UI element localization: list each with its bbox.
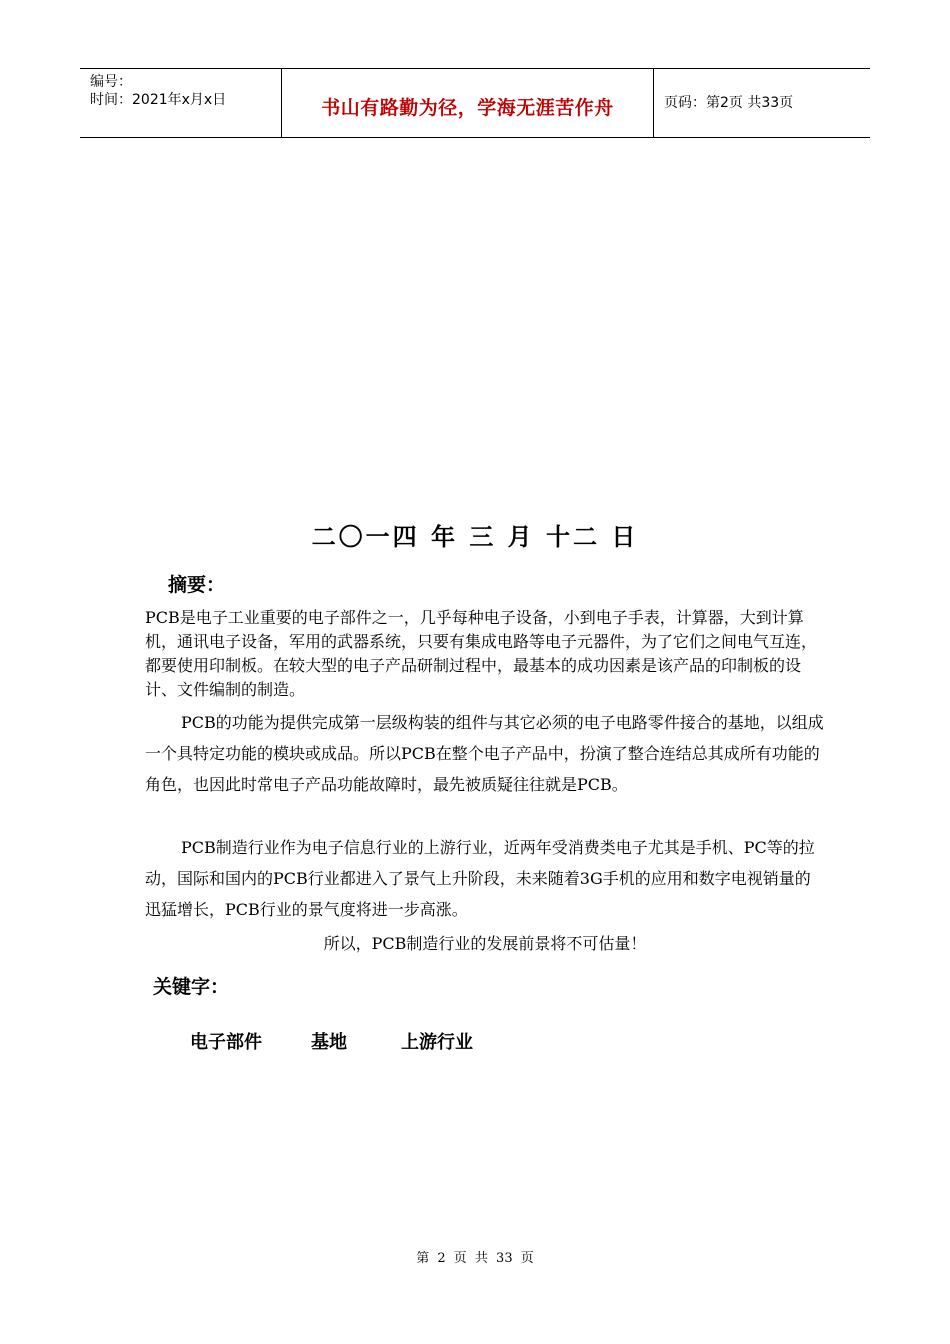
document-date: 二〇一四 年 三 月 十二 日	[311, 523, 639, 551]
keyword-item: 基地	[311, 1032, 347, 1053]
header-page-cell	[654, 69, 870, 137]
abstract-paragraph-2: PCB的功能为提供完成第一层级构装的组件与其它必须的电子电路零件接合的基地，以组成一个具特定功能的模块或成品。所以PCB在整个电子产品中，扮演了整合连结总其成所有功能的角色，也因此时常电子产品功能故障时，最先被质疑往往就是PCB。	[145, 713, 824, 794]
time-label: 时间：2021年x月x日	[90, 92, 227, 108]
motto-text: 书山有路勤为径，学海无涯苦作舟	[321, 97, 614, 119]
keywords-heading: 关键字：	[153, 976, 230, 998]
keyword-item: 上游行业	[401, 1032, 473, 1053]
header-motto-cell	[282, 69, 654, 137]
abstract-paragraph-3: PCB制造行业作为电子信息行业的上游行业，近两年受消费类电子尤其是手机、PC等的拉动，国际和国内的PCB行业都进入了景气上升阶段，未来随着3G手机的应用和数字电视销量的迅猛增长，PCB行业的景气度将进一步高涨。	[145, 838, 815, 919]
abstract-paragraph-1: PCB是电子工业重要的电子部件之一，几乎每种电子设备，小到电子手表，计算器，大到计算机，通讯电子设备，军用的武器系统，只要有集成电路等电子元器件，为了它们之间电气互连，都要使用印制板。在较大型的电子产品研制过程中，最基本的成功因素是该产品的印制板的设计、文件编制的制造。	[145, 608, 818, 699]
page-footer: 第 2 页 共 33 页	[416, 1251, 534, 1266]
header-meta-cell	[80, 69, 282, 137]
abstract-paragraph-4: 所以，PCB制造行业的发展前景将不可估量！	[323, 934, 647, 953]
page-info: 页码：第2页 共33页	[664, 95, 794, 111]
serial-number-label: 编号：	[90, 74, 132, 90]
keyword-item: 电子部件	[190, 1032, 262, 1053]
document-header	[80, 68, 870, 138]
abstract-heading: 摘要：	[168, 574, 226, 596]
